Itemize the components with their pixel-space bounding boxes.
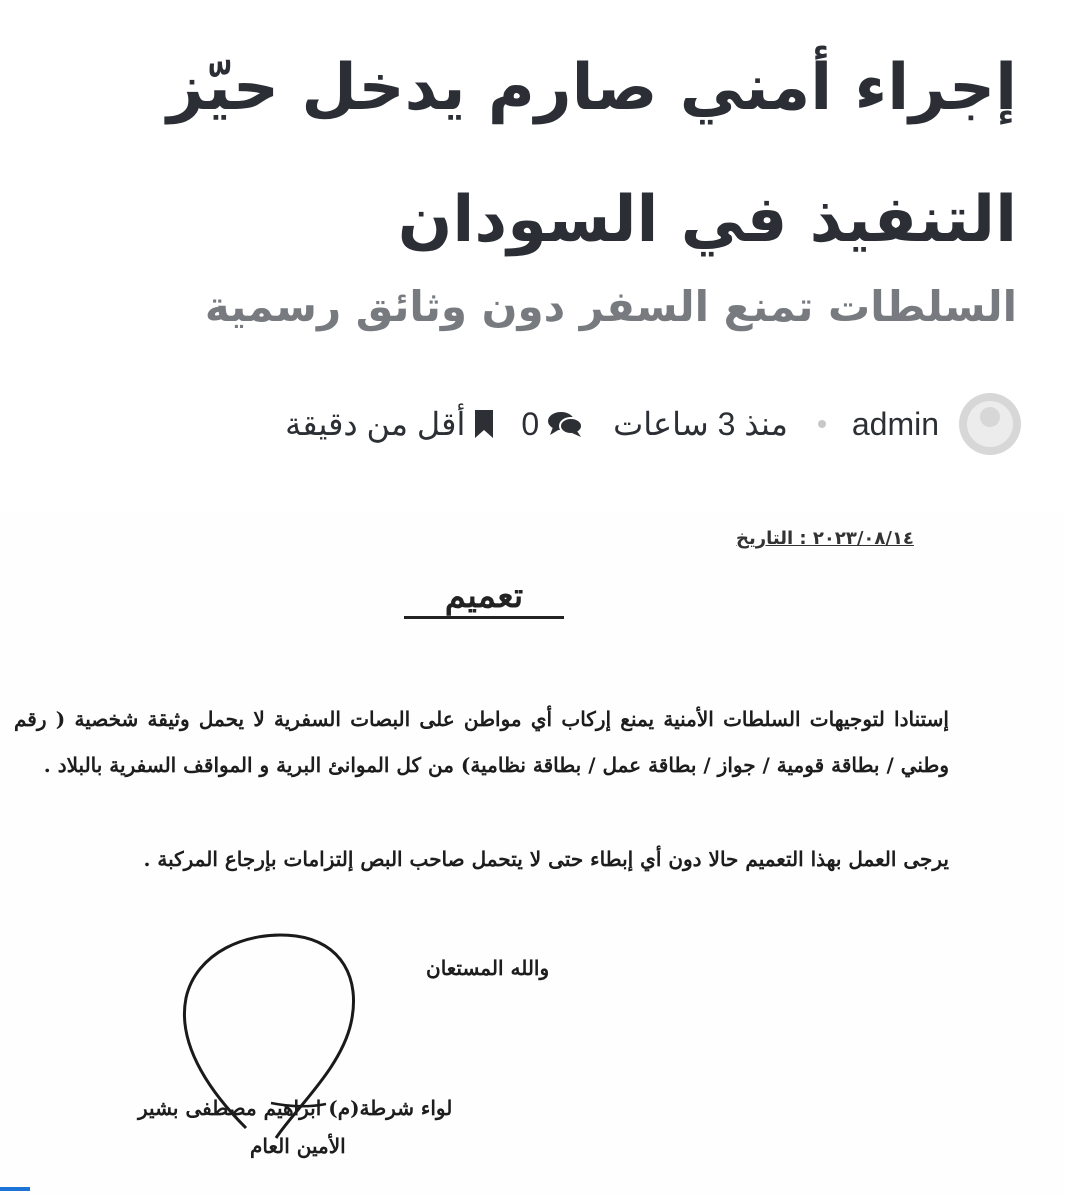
document-heading: تعميم (404, 576, 564, 619)
article-subtitle: السلطات تمنع السفر دون وثائق رسمية (204, 282, 1017, 331)
comments-count: 0 (521, 405, 540, 442)
avatar-icon[interactable] (959, 393, 1021, 455)
document-closing: والله المستعان (426, 956, 550, 980)
bookmark-icon (473, 409, 495, 439)
accent-bar (0, 1187, 30, 1191)
article-title: إجراء أمني صارم يدخل حيّز التنفيذ في السودان (166, 51, 1017, 257)
separator-dot (818, 420, 826, 428)
document-signatory-title: الأمين العام (250, 1134, 346, 1158)
reading-time-label: أقل من دقيقة (285, 406, 466, 442)
document-paragraph-2: يرجى العمل بهذا التعميم حالا دون أي إبطاء حتى لا يتحمل صاحب البص إلتزامات بإرجاع المركبة . (143, 847, 949, 871)
comments-link[interactable] (521, 406, 583, 443)
post-time: منذ 3 ساعات (613, 406, 788, 442)
article-image-document (0, 512, 1065, 1194)
author-link[interactable]: admin (851, 405, 939, 442)
article-meta (285, 392, 1021, 456)
document-paragraph-1: إستنادا لتوجيهات السلطات الأمنية يمنع إركاب أي مواطن على البصات السفرية لا يحمل وثيقة شخصية ( رقم وطني / بطاقة قومية / جواز / بطاقة عمل / بطاقة نظامية) من كل الموانئ البرية و المواقف السفرية بالبلاد . (14, 707, 949, 777)
document-signatory: لواء شرطة(م) ابراهيم مصطفى بشير (138, 1096, 453, 1120)
reading-time (285, 405, 495, 443)
document-date-ref: ٢٠٢٣/٠٨/١٤ : التاريخ (736, 528, 914, 549)
comments-icon (547, 410, 583, 438)
